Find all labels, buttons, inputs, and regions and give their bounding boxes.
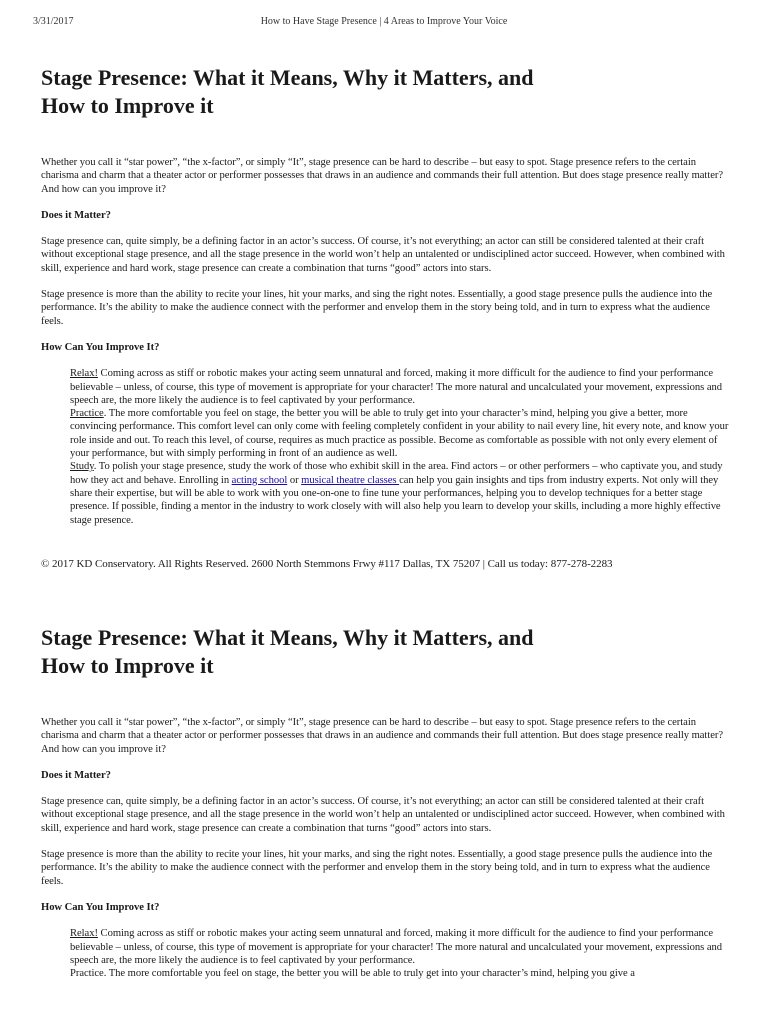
tip-practice <box>70 967 731 980</box>
tip-practice-text: . The more comfortable you feel on stage, the better you will be able to truly get into your character’s mind, helping you give a better, more convincing performance. This comfort level can only come with feeling completely confident in your ability to nail every line, hit every note, and know your role inside and out. To reach this level, of course, requires as much practice as possible. Become as comfortable as possible with not only every element of your performance, but with simply performing in front of an audience as well. <box>70 408 729 460</box>
tips-list <box>70 927 731 980</box>
tips-list <box>70 367 731 527</box>
matter-paragraph-2: Stage presence is more than the ability to recite your lines, hit your marks, and sing the right notes. Essentially, a good stage presence pulls the audience into the performance. It’s the ability to make the audience connect with the performer and envelop them in the story being told, and in turn to express what the audience feels. <box>41 289 713 327</box>
print-document-title: How to Have Stage Presence | 4 Areas to Improve Your Voice <box>260 16 508 27</box>
tip-practice <box>70 407 731 460</box>
tip-relax-label: Relax! <box>70 928 98 940</box>
matter-paragraph-2: Stage presence is more than the ability to recite your lines, hit your marks, and sing the right notes. Essentially, a good stage presence pulls the audience into the performance. It’s the ability to make the audience connect with the performer and envelop them in the story being told, and in turn to express what the audience feels. <box>41 849 713 887</box>
musical-theatre-classes-link[interactable]: musical theatre classes <box>301 474 400 486</box>
tip-practice-label: Practice <box>70 968 104 980</box>
article-page-1 <box>41 64 731 584</box>
section-heading-improve: How Can You Improve It? <box>41 901 160 913</box>
tip-study-text-3: can help you gain insights and tips from industry experts. Not only will they share their expertise, but will be able to work with you one-on-one to fine tune your performances, helping you to develop techniques for a better stage presence. If possible, finding a mentor in the industry to work closely with will also help you learn to develop your skills, including a more highly effective stage presence. <box>70 474 721 526</box>
article-title-line-1: Stage Presence: What it Means, Why it Matters, and <box>41 625 534 650</box>
matter-paragraph-1: Stage presence can, quite simply, be a defining factor in an actor’s success. Of course, it’s not everything; an actor can still be considered talented at their craft without exceptional stage presence, and all the stage presence in the world won’t help an untalented or undisciplined actor succeed. However, when combined with skill, experience and hard work, stage presence can create a combination that turns “good” actors into stars. <box>41 236 725 274</box>
article-title-line-2: How to Improve it <box>41 93 214 118</box>
tip-study-label: Study <box>70 461 94 473</box>
print-date: 3/31/2017 <box>33 16 74 27</box>
print-header <box>33 16 735 30</box>
tip-relax <box>70 927 731 967</box>
article-page-2 <box>41 624 731 980</box>
copyright-footer: © 2017 KD Conservatory. All Rights Reserved. 2600 North Stemmons Frwy #117 Dallas, TX 75207 | Call us today: 877-278-2283 <box>41 557 613 570</box>
article-title <box>41 624 601 680</box>
tip-practice-text-partial: . The more comfortable you feel on stage, the better you will be able to truly get into your character’s mind, helping you give a <box>103 968 635 980</box>
acting-school-link[interactable]: acting school <box>231 474 288 486</box>
tip-study-text-2: or <box>287 474 302 486</box>
article-title <box>41 64 601 120</box>
tip-relax <box>70 367 731 407</box>
article-title-line-2: How to Improve it <box>41 653 214 678</box>
tip-study-text-1: . To polish your stage presence, study the work of those who exhibit skill in the area. Find actors – or other performers – who captivate you, and study how they act and behave. Enrolling in <box>70 461 723 486</box>
section-heading-matter: Does it Matter? <box>41 769 111 781</box>
matter-paragraph-1: Stage presence can, quite simply, be a defining factor in an actor’s success. Of course, it’s not everything; an actor can still be considered talented at their craft without exceptional stage presence, and all the stage presence in the world won’t help an untalented or undisciplined actor succeed. However, when combined with skill, experience and hard work, stage presence can create a combination that turns “good” actors into stars. <box>41 796 725 834</box>
article-title-line-1: Stage Presence: What it Means, Why it Matters, and <box>41 65 534 90</box>
tip-relax-text: Coming across as stiff or robotic makes your acting seem unnatural and forced, making it more difficult for the audience to find your performance believable – unless, of course, this type of movement is appropriate for your character! The more natural and uncalculated your movement, expressions and speech are, the more likely the audience is to feel captivated by your performance. <box>70 928 722 966</box>
intro-paragraph: Whether you call it “star power”, “the x-factor”, or simply “It”, stage presence can be hard to describe – but easy to spot. Stage presence refers to the certain charisma and charm that a theater actor or performer possesses that draws in an audience and commands their full attention. But does stage presence really matter? And how can you improve it? <box>41 717 723 755</box>
section-heading-improve: How Can You Improve It? <box>41 341 160 353</box>
tip-relax-text: Coming across as stiff or robotic makes your acting seem unnatural and forced, making it more difficult for the audience to find your performance believable – unless, of course, this type of movement is appropriate for your character! The more natural and uncalculated your movement, expressions and speech are, the more likely the audience is to feel captivated by your performance. <box>70 368 722 406</box>
intro-paragraph: Whether you call it “star power”, “the x-factor”, or simply “It”, stage presence can be hard to describe – but easy to spot. Stage presence refers to the certain charisma and charm that a theater actor or performer possesses that draws in an audience and commands their full attention. But does stage presence really matter? And how can you improve it? <box>41 157 723 195</box>
tip-practice-label: Practice <box>70 408 104 420</box>
tip-study <box>70 460 731 526</box>
section-heading-matter: Does it Matter? <box>41 209 111 221</box>
tip-relax-label: Relax! <box>70 368 98 380</box>
